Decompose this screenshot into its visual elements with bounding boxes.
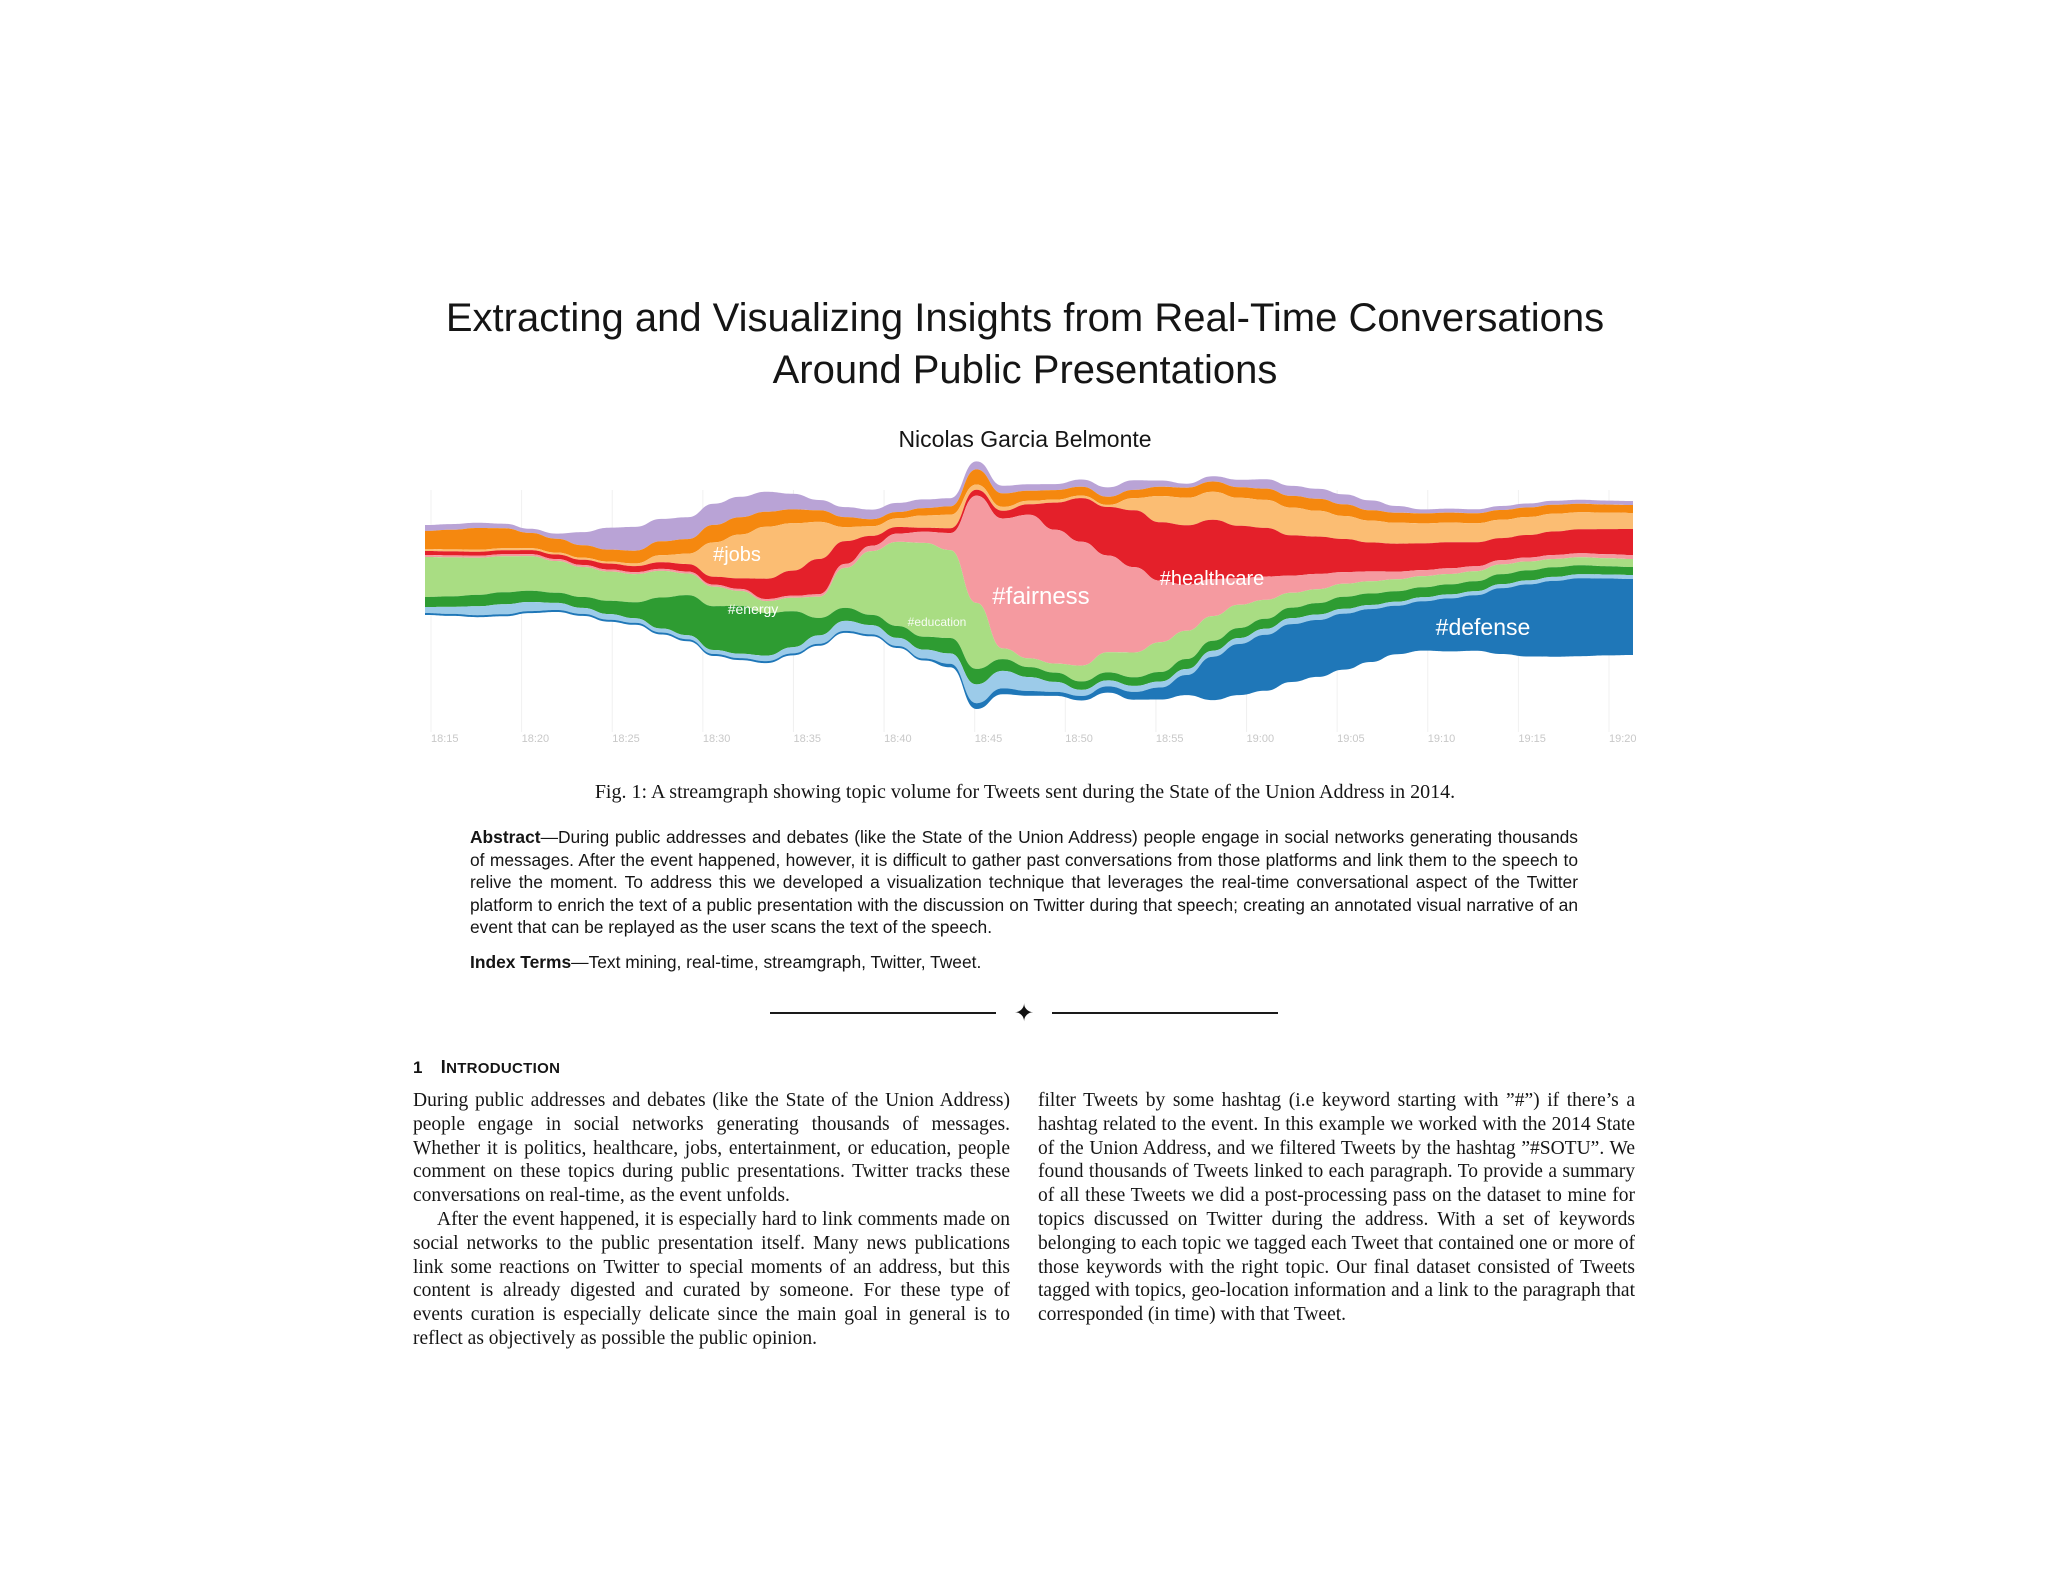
label-education: #education <box>907 615 967 629</box>
body-column-right <box>1038 1089 1635 1327</box>
tick-label: 18:15 <box>431 733 459 745</box>
label-jobs: #jobs <box>713 544 761 566</box>
tick-label: 18:25 <box>612 733 640 745</box>
tick-label: 19:20 <box>1609 733 1637 745</box>
tick-label: 18:35 <box>793 733 821 745</box>
streamgraph-figure <box>425 470 1637 750</box>
label-energy: #energy <box>727 601 779 617</box>
tick-label: 19:05 <box>1337 733 1365 745</box>
star-icon: ✦ <box>1013 999 1035 1027</box>
body-column-left <box>413 1089 1010 1365</box>
time-axis-ticks <box>431 733 1637 745</box>
title-line-2: Around Public Presentations <box>772 348 1278 392</box>
tick-label: 18:40 <box>884 733 912 745</box>
section-divider <box>770 998 1278 1028</box>
abstract <box>470 826 1578 939</box>
tick-label: 18:55 <box>1155 733 1184 745</box>
paper-title <box>300 292 1750 396</box>
label-defense: #defense <box>1435 614 1531 640</box>
tick-label: 18:30 <box>702 733 731 745</box>
paper-author: Nicolas Garcia Belmonte <box>898 426 1152 452</box>
tick-label: 19:10 <box>1427 733 1456 745</box>
left-paragraph-1: During public addresses and debates (like the State of the Union Address) people engage in social networks generating thousands of messages. Whether it is politics, healthcare, jobs, entertainment, or education, people comment on these topics during public presentations. Twitter tracks these conversations on real-time, as the event unfolds. <box>413 1090 1010 1207</box>
figure-caption: Fig. 1: A streamgraph showing topic volume for Tweets sent during the State of the Union Address in 2014. <box>594 781 1456 803</box>
tick-label: 19:00 <box>1246 733 1275 745</box>
abstract-label: Abstract <box>470 827 541 847</box>
label-fairness: #fairness <box>992 583 1090 610</box>
section-title-rest: NTRODUCTION <box>446 1060 561 1077</box>
section-heading <box>413 1056 560 1080</box>
index-terms-text: —Text mining, real-time, streamgraph, Twitter, Tweet. <box>571 952 982 972</box>
index-terms <box>470 951 1578 974</box>
streamgraph-svg <box>425 470 1637 750</box>
tick-label: 18:20 <box>521 733 550 745</box>
divider-line-left <box>770 1012 996 1014</box>
divider-line-right <box>1052 1012 1278 1014</box>
right-paragraph-1: filter Tweets by some hashtag (i.e keyword starting with ”#”) if there’s a hashtag related to the event. In this example we worked with the 2014 State of the Union Address, and we filtered Tweets by the hashtag ”#SOTU”. We found thousands of Tweets linked to each paragraph. To provide a summary of all these Tweets we did a post-processing pass on the dataset to mine for topics discussed on Twitter during the address. With a set of keywords belonging to each topic we tagged each Tweet that contained one or more of those keywords with the right topic. Our final dataset consisted of Tweets tagged with topics, geo-location information and a link to the paragraph that corresponded (in time) with that Tweet. <box>1038 1090 1635 1326</box>
section-number: 1 <box>413 1058 423 1077</box>
left-paragraph-2: After the event happened, it is especially hard to link comments made on social networks to the public presentation itself. Many news publications link some reactions on Twitter to special moments of an address, but this content is already digested and curated by someone. For these type of events curation is especially delicate since the main goal in general is to reflect as objectively as possible the public opinion. <box>413 1208 1010 1349</box>
section-title-initial: I <box>440 1057 447 1077</box>
tick-label: 18:45 <box>974 733 1003 745</box>
tick-label: 18:50 <box>1065 733 1093 745</box>
tick-label: 19:15 <box>1518 733 1546 745</box>
label-healthcare: #healthcare <box>1159 568 1265 590</box>
index-terms-label: Index Terms <box>470 952 572 972</box>
title-line-1: Extracting and Visualizing Insights from Real-Time Conversations <box>445 296 1605 340</box>
abstract-text: —During public addresses and debates (like the State of the Union Address) people engage in social networks generating thousands of messages. After the event happened, however, it is difficult to gather past conversations from those platforms and link them to the speech to relive the moment. To address this we developed a visualization technique that leverages the real-time conversational aspect of the Twitter platform to enrich the text of a public presentation with the discussion on Twitter during that speech; creating an annotated visual narrative of an event that can be replayed as the user scans the text of the speech. <box>470 827 1578 938</box>
